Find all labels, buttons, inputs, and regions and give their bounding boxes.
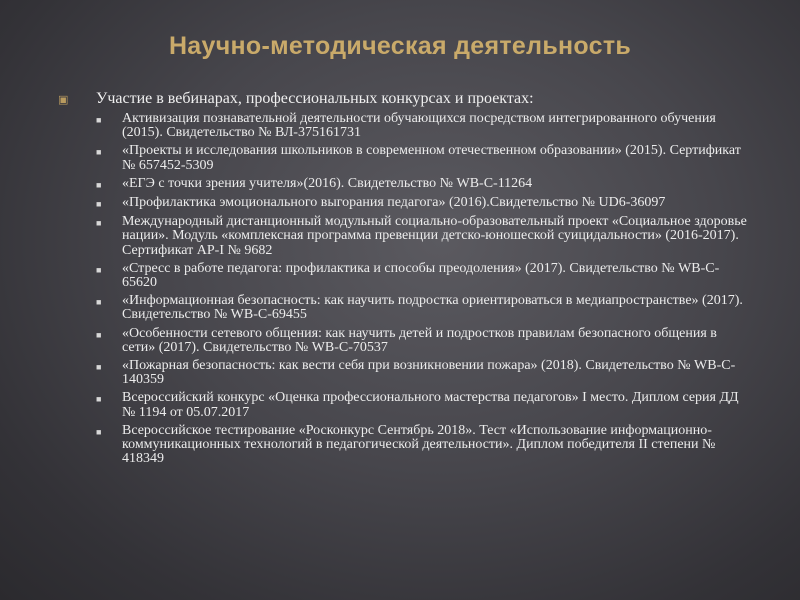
list-item <box>96 112 748 140</box>
list-item-text: Всероссийское тестирование «Росконкурс Сентябрь 2018». Тест «Использование информационно-коммуникационных технологий в педагогической деятельности». Диплом победителя II степени № 418349 <box>122 422 716 467</box>
slide-content <box>58 89 748 470</box>
list-item <box>96 327 748 355</box>
list-item-text: «Профилактика эмоционального выгорания педагога» (2016).Свидетельство № UD6-36097 <box>122 195 666 211</box>
list-item <box>96 177 748 192</box>
filled-square-icon: ■ <box>96 394 102 405</box>
list-item-text: Международный дистанционный модульный социально-образовательный проект «Социальное здоровье нации». Модуль «комплексная программа превенции детско-юношеской суицидальности» (2016-2017). Сертификат АР-I № 9682 <box>122 214 747 258</box>
list-item <box>96 391 748 419</box>
filled-square-icon: ■ <box>96 329 102 340</box>
section-heading: Участие в вебинарах, профессиональных конкурсах и проектах: <box>96 90 534 107</box>
filled-square-icon: ■ <box>96 218 102 229</box>
list-item-text: «Проекты и исследования школьников в современном отечественном образовании» (2015). Сертификат № 657452-5309 <box>122 143 741 173</box>
filled-square-icon: ■ <box>96 179 102 190</box>
list-item <box>96 215 748 258</box>
list-item <box>96 144 748 172</box>
list-item <box>96 424 748 467</box>
list-item <box>96 359 748 387</box>
list-item-text: Всероссийский конкурс «Оценка профессионального мастерства педагогов» I место. Диплом серия ДД № 1194 от 05.07.2017 <box>122 390 739 420</box>
list-item-text: «Стресс в работе педагога: профилактика и способы преодоления» (2017). Свидетельство № WB-C-65620 <box>122 260 720 291</box>
list-item-text: «ЕГЭ с точки зрения учителя»(2016). Свидетельство № WB-C-11264 <box>122 175 533 191</box>
filled-square-icon: ■ <box>96 297 102 308</box>
slide-title: Научно-методическая деятельность <box>168 32 632 60</box>
list-item-text: «Особенности сетевого общения: как научить детей и подростков правилам безопасного общения в сети» (2017). Свидетельство № WB-C-70537 <box>122 325 717 355</box>
filled-square-icon: ■ <box>96 147 102 158</box>
list-item <box>96 262 748 290</box>
filled-square-icon: ■ <box>96 362 102 373</box>
list-item <box>96 294 748 322</box>
list-item-text: «Пожарная безопасность: как вести себя при возникновении пожара» (2018). Свидетельство № WB-C-140359 <box>122 358 736 388</box>
list-item-text: Активизация познавательной деятельности обучающихся посредством интегрированного обучения (2015). Свидетельство № ВЛ-375161731 <box>122 111 716 141</box>
filled-square-icon: ■ <box>96 199 102 210</box>
filled-square-icon: ■ <box>96 115 102 125</box>
list-item <box>96 196 748 211</box>
section-heading-row <box>58 89 748 110</box>
hollow-square-icon: ▣ <box>58 94 69 106</box>
filled-square-icon: ■ <box>96 426 102 437</box>
bullet-list <box>96 112 748 466</box>
list-item-text: «Информационная безопасность: как научить подростка ориентироваться в медиапространстве» (2017). Свидетельство № WB-C-69455 <box>122 293 743 323</box>
filled-square-icon: ■ <box>96 264 102 275</box>
